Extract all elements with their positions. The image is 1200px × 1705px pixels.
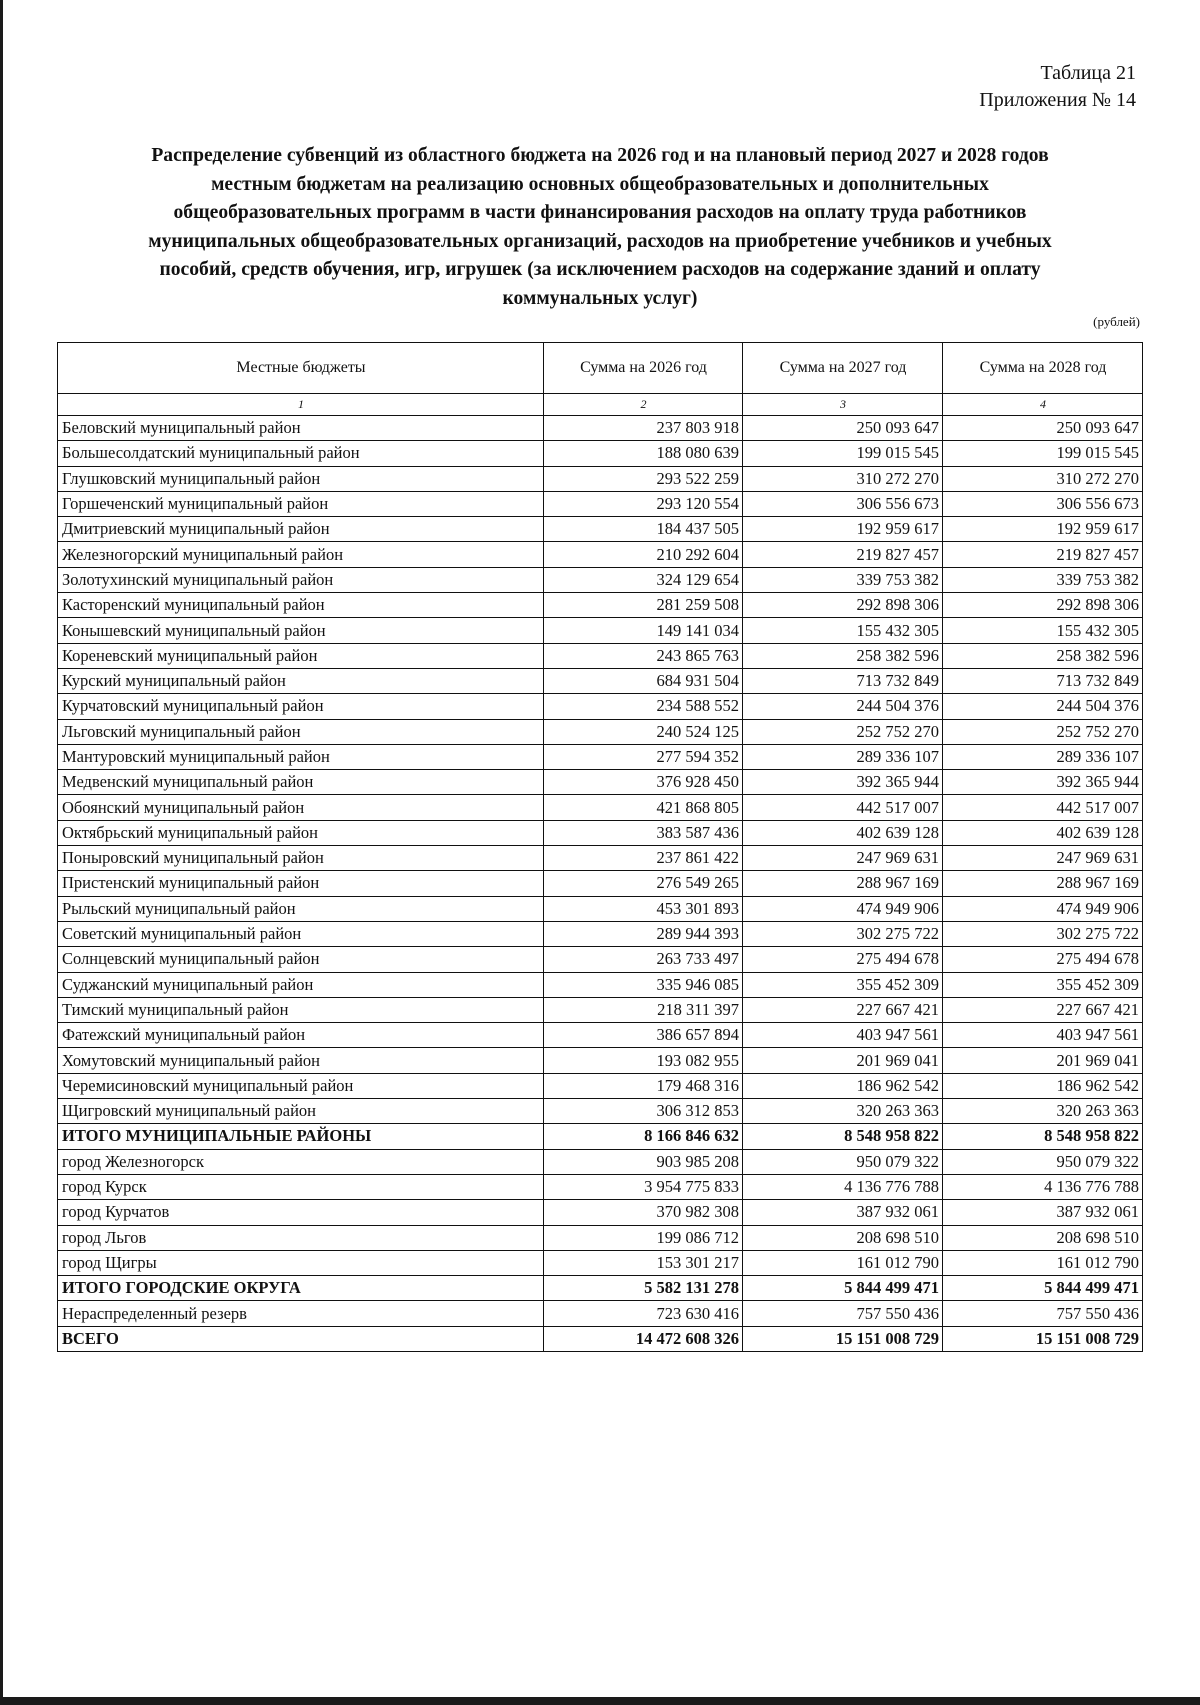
amount-2027-cell: 320 263 363 [743, 1099, 943, 1124]
amount-2026-cell: 237 803 918 [544, 416, 743, 441]
table-row [58, 1149, 1143, 1174]
amount-2027-cell: 4 136 776 788 [743, 1174, 943, 1199]
amount-2028-cell: 402 639 128 [943, 820, 1143, 845]
amount-2028-cell: 227 667 421 [943, 997, 1143, 1022]
amount-2026-cell: 188 080 639 [544, 441, 743, 466]
table-row [58, 871, 1143, 896]
amount-2028-cell: 155 432 305 [943, 618, 1143, 643]
amount-2027-cell: 355 452 309 [743, 972, 943, 997]
amount-2028-cell: 199 015 545 [943, 441, 1143, 466]
column-header-budgets: Местные бюджеты [58, 343, 544, 394]
amount-2026-cell: 240 524 125 [544, 719, 743, 744]
amount-2027-cell: 8 548 958 822 [743, 1124, 943, 1149]
amount-2027-cell: 5 844 499 471 [743, 1276, 943, 1301]
budget-name-cell: Льговский муниципальный район [58, 719, 544, 744]
table-total-row [58, 1276, 1143, 1301]
amount-2026-cell: 306 312 853 [544, 1099, 743, 1124]
table-row [58, 694, 1143, 719]
budget-name-cell: Конышевский муниципальный район [58, 618, 544, 643]
scan-edge-left [0, 0, 3, 1705]
amount-2028-cell: 292 898 306 [943, 593, 1143, 618]
title-line: коммунальных услуг) [502, 287, 698, 309]
budget-name-cell: Нераспределенный резерв [58, 1301, 544, 1326]
column-number: 1 [58, 394, 544, 416]
amount-2027-cell: 292 898 306 [743, 593, 943, 618]
title-line: пособий, средств обучения, игр, игрушек (за исключением расходов на содержание зданий и оплату [159, 259, 1041, 280]
table-row [58, 770, 1143, 795]
table-total-row [58, 1326, 1143, 1351]
budget-name-cell: Кореневский муниципальный район [58, 643, 544, 668]
amount-2027-cell: 275 494 678 [743, 947, 943, 972]
amount-2026-cell: 276 549 265 [544, 871, 743, 896]
amount-2027-cell: 713 732 849 [743, 668, 943, 693]
amount-2028-cell: 252 752 270 [943, 719, 1143, 744]
amount-2028-cell: 713 732 849 [943, 668, 1143, 693]
column-header-2028: Сумма на 2028 год [943, 343, 1143, 394]
amount-2027-cell: 192 959 617 [743, 517, 943, 542]
amount-2028-cell: 442 517 007 [943, 795, 1143, 820]
amount-2027-cell: 950 079 322 [743, 1149, 943, 1174]
amount-2028-cell: 757 550 436 [943, 1301, 1143, 1326]
amount-2027-cell: 392 365 944 [743, 770, 943, 795]
amount-2027-cell: 402 639 128 [743, 820, 943, 845]
budget-name-cell: Золотухинский муниципальный район [58, 567, 544, 592]
amount-2028-cell: 244 504 376 [943, 694, 1143, 719]
amount-2027-cell: 757 550 436 [743, 1301, 943, 1326]
amount-2026-cell: 149 141 034 [544, 618, 743, 643]
table-row [58, 416, 1143, 441]
amount-2028-cell: 186 962 542 [943, 1073, 1143, 1098]
amount-2026-cell: 199 086 712 [544, 1225, 743, 1250]
budget-name-cell: ИТОГО МУНИЦИПАЛЬНЫЕ РАЙОНЫ [58, 1124, 544, 1149]
amount-2027-cell: 310 272 270 [743, 466, 943, 491]
column-header-2027: Сумма на 2027 год [743, 343, 943, 394]
table-row [58, 1301, 1143, 1326]
amount-2028-cell: 392 365 944 [943, 770, 1143, 795]
table-row [58, 1225, 1143, 1250]
amount-2028-cell: 339 753 382 [943, 567, 1143, 592]
amount-2028-cell: 288 967 169 [943, 871, 1143, 896]
amount-2027-cell: 288 967 169 [743, 871, 943, 896]
title-line: местным бюджетам на реализацию основных общеобразовательных и дополнительных [211, 173, 989, 195]
budget-name-cell: Щигровский муниципальный район [58, 1099, 544, 1124]
table-row [58, 593, 1143, 618]
budget-name-cell: Хомутовский муниципальный район [58, 1048, 544, 1073]
document-title [60, 142, 1140, 313]
table-row [58, 1099, 1143, 1124]
amount-2027-cell: 306 556 673 [743, 491, 943, 516]
amount-2027-cell: 186 962 542 [743, 1073, 943, 1098]
amount-2026-cell: 684 931 504 [544, 668, 743, 693]
table-row [58, 947, 1143, 972]
table-row [58, 921, 1143, 946]
amount-2027-cell: 442 517 007 [743, 795, 943, 820]
budget-name-cell: Большесолдатский муниципальный район [58, 441, 544, 466]
amount-2027-cell: 247 969 631 [743, 846, 943, 871]
budget-name-cell: Беловский муниципальный район [58, 416, 544, 441]
amount-2026-cell: 153 301 217 [544, 1250, 743, 1275]
table-row [58, 719, 1143, 744]
column-number-row [58, 394, 1143, 416]
column-header-2026: Сумма на 2026 год [544, 343, 743, 394]
amount-2026-cell: 277 594 352 [544, 744, 743, 769]
table-row [58, 491, 1143, 516]
budget-name-cell: Суджанский муниципальный район [58, 972, 544, 997]
budget-name-cell: Пристенский муниципальный район [58, 871, 544, 896]
amount-2026-cell: 193 082 955 [544, 1048, 743, 1073]
amount-2027-cell: 15 151 008 729 [743, 1326, 943, 1351]
table-row [58, 1048, 1143, 1073]
budget-name-cell: ИТОГО ГОРОДСКИЕ ОКРУГА [58, 1276, 544, 1301]
amount-2028-cell: 403 947 561 [943, 1023, 1143, 1048]
table-row [58, 1250, 1143, 1275]
amount-2026-cell: 263 733 497 [544, 947, 743, 972]
amount-2026-cell: 903 985 208 [544, 1149, 743, 1174]
amount-2028-cell: 5 844 499 471 [943, 1276, 1143, 1301]
budget-name-cell: Горшеченский муниципальный район [58, 491, 544, 516]
amount-2027-cell: 161 012 790 [743, 1250, 943, 1275]
amount-2026-cell: 179 468 316 [544, 1073, 743, 1098]
amount-2026-cell: 5 582 131 278 [544, 1276, 743, 1301]
table-row [58, 1023, 1143, 1048]
budget-name-cell: Дмитриевский муниципальный район [58, 517, 544, 542]
budget-name-cell: Солнцевский муниципальный район [58, 947, 544, 972]
column-number: 4 [943, 394, 1143, 416]
amount-2026-cell: 383 587 436 [544, 820, 743, 845]
amount-2028-cell: 247 969 631 [943, 846, 1143, 871]
table-row [58, 1174, 1143, 1199]
amount-2028-cell: 4 136 776 788 [943, 1174, 1143, 1199]
amount-2027-cell: 339 753 382 [743, 567, 943, 592]
table-row [58, 795, 1143, 820]
amount-2026-cell: 3 954 775 833 [544, 1174, 743, 1199]
amount-2026-cell: 14 472 608 326 [544, 1326, 743, 1351]
amount-2028-cell: 275 494 678 [943, 947, 1143, 972]
budget-name-cell: город Курчатов [58, 1200, 544, 1225]
amount-2026-cell: 8 166 846 632 [544, 1124, 743, 1149]
table-row [58, 517, 1143, 542]
table-row [58, 441, 1143, 466]
budget-name-cell: город Железногорск [58, 1149, 544, 1174]
table-total-row [58, 1124, 1143, 1149]
table-row [58, 997, 1143, 1022]
table-row [58, 466, 1143, 491]
amount-2028-cell: 320 263 363 [943, 1099, 1143, 1124]
column-number: 3 [743, 394, 943, 416]
amount-2028-cell: 387 932 061 [943, 1200, 1143, 1225]
units-label: (рублей) [1093, 314, 1140, 329]
amount-2026-cell: 370 982 308 [544, 1200, 743, 1225]
amount-2028-cell: 219 827 457 [943, 542, 1143, 567]
amount-2027-cell: 227 667 421 [743, 997, 943, 1022]
amount-2028-cell: 302 275 722 [943, 921, 1143, 946]
amount-2028-cell: 310 272 270 [943, 466, 1143, 491]
amount-2028-cell: 208 698 510 [943, 1225, 1143, 1250]
table-row [58, 542, 1143, 567]
amount-2027-cell: 155 432 305 [743, 618, 943, 643]
amount-2028-cell: 15 151 008 729 [943, 1326, 1143, 1351]
budget-name-cell: Тимский муниципальный район [58, 997, 544, 1022]
title-line: муниципальных общеобразовательных организаций, расходов на приобретение учебников и учебных [148, 230, 1052, 252]
scan-edge-bottom [0, 1697, 1200, 1705]
budget-name-cell: ВСЕГО [58, 1326, 544, 1351]
title-line: общеобразовательных программ в части финансирования расходов на оплату труда работников [173, 202, 1027, 223]
amount-2027-cell: 199 015 545 [743, 441, 943, 466]
amount-2028-cell: 950 079 322 [943, 1149, 1143, 1174]
amount-2028-cell: 289 336 107 [943, 744, 1143, 769]
amount-2026-cell: 376 928 450 [544, 770, 743, 795]
amount-2027-cell: 219 827 457 [743, 542, 943, 567]
table-row [58, 972, 1143, 997]
amount-2026-cell: 324 129 654 [544, 567, 743, 592]
amount-2027-cell: 302 275 722 [743, 921, 943, 946]
budget-name-cell: Медвенский муниципальный район [58, 770, 544, 795]
table-row [58, 567, 1143, 592]
title-line: Распределение субвенций из областного бюджета на 2026 год и на плановый период 2027 и 2028 годов [151, 145, 1049, 166]
amount-2027-cell: 208 698 510 [743, 1225, 943, 1250]
table-row [58, 744, 1143, 769]
budget-name-cell: город Льгов [58, 1225, 544, 1250]
budget-name-cell: Курчатовский муниципальный район [58, 694, 544, 719]
budget-name-cell: Обоянский муниципальный район [58, 795, 544, 820]
amount-2028-cell: 258 382 596 [943, 643, 1143, 668]
amount-2026-cell: 289 944 393 [544, 921, 743, 946]
budget-name-cell: город Курск [58, 1174, 544, 1199]
table-row [58, 668, 1143, 693]
amount-2026-cell: 237 861 422 [544, 846, 743, 871]
amount-2028-cell: 161 012 790 [943, 1250, 1143, 1275]
amount-2028-cell: 192 959 617 [943, 517, 1143, 542]
amount-2028-cell: 201 969 041 [943, 1048, 1143, 1073]
amount-2028-cell: 355 452 309 [943, 972, 1143, 997]
amount-2028-cell: 250 093 647 [943, 416, 1143, 441]
amount-2026-cell: 218 311 397 [544, 997, 743, 1022]
amount-2028-cell: 8 548 958 822 [943, 1124, 1143, 1149]
amount-2026-cell: 723 630 416 [544, 1301, 743, 1326]
amount-2028-cell: 306 556 673 [943, 491, 1143, 516]
budget-name-cell: Мантуровский муниципальный район [58, 744, 544, 769]
table-row [58, 846, 1143, 871]
amount-2026-cell: 184 437 505 [544, 517, 743, 542]
amount-2027-cell: 250 093 647 [743, 416, 943, 441]
budget-name-cell: город Щигры [58, 1250, 544, 1275]
amount-2026-cell: 293 522 259 [544, 466, 743, 491]
amount-2026-cell: 281 259 508 [544, 593, 743, 618]
table-body [58, 416, 1143, 1352]
amount-2026-cell: 243 865 763 [544, 643, 743, 668]
amount-2026-cell: 335 946 085 [544, 972, 743, 997]
amount-2027-cell: 258 382 596 [743, 643, 943, 668]
table-label: Таблица 21 [1040, 62, 1136, 84]
table-row [58, 820, 1143, 845]
appendix-label: Приложения № 14 [979, 89, 1136, 111]
table-row [58, 618, 1143, 643]
table-row [58, 896, 1143, 921]
budget-table [57, 342, 1143, 1352]
amount-2026-cell: 386 657 894 [544, 1023, 743, 1048]
amount-2026-cell: 210 292 604 [544, 542, 743, 567]
amount-2026-cell: 453 301 893 [544, 896, 743, 921]
document-header [979, 60, 1136, 114]
budget-name-cell: Рыльский муниципальный район [58, 896, 544, 921]
budget-name-cell: Октябрьский муниципальный район [58, 820, 544, 845]
budget-name-cell: Глушковский муниципальный район [58, 466, 544, 491]
amount-2027-cell: 244 504 376 [743, 694, 943, 719]
amount-2027-cell: 403 947 561 [743, 1023, 943, 1048]
budget-name-cell: Фатежский муниципальный район [58, 1023, 544, 1048]
budget-name-cell: Железногорский муниципальный район [58, 542, 544, 567]
amount-2027-cell: 201 969 041 [743, 1048, 943, 1073]
budget-name-cell: Советский муниципальный район [58, 921, 544, 946]
amount-2027-cell: 474 949 906 [743, 896, 943, 921]
amount-2026-cell: 234 588 552 [544, 694, 743, 719]
amount-2027-cell: 252 752 270 [743, 719, 943, 744]
table-header-row [58, 343, 1143, 394]
amount-2027-cell: 387 932 061 [743, 1200, 943, 1225]
table-row [58, 1200, 1143, 1225]
budget-name-cell: Курский муниципальный район [58, 668, 544, 693]
amount-2026-cell: 293 120 554 [544, 491, 743, 516]
column-number: 2 [544, 394, 743, 416]
amount-2028-cell: 474 949 906 [943, 896, 1143, 921]
budget-name-cell: Черемисиновский муниципальный район [58, 1073, 544, 1098]
budget-name-cell: Поныровский муниципальный район [58, 846, 544, 871]
amount-2027-cell: 289 336 107 [743, 744, 943, 769]
amount-2026-cell: 421 868 805 [544, 795, 743, 820]
table-row [58, 643, 1143, 668]
budget-name-cell: Касторенский муниципальный район [58, 593, 544, 618]
table-row [58, 1073, 1143, 1098]
